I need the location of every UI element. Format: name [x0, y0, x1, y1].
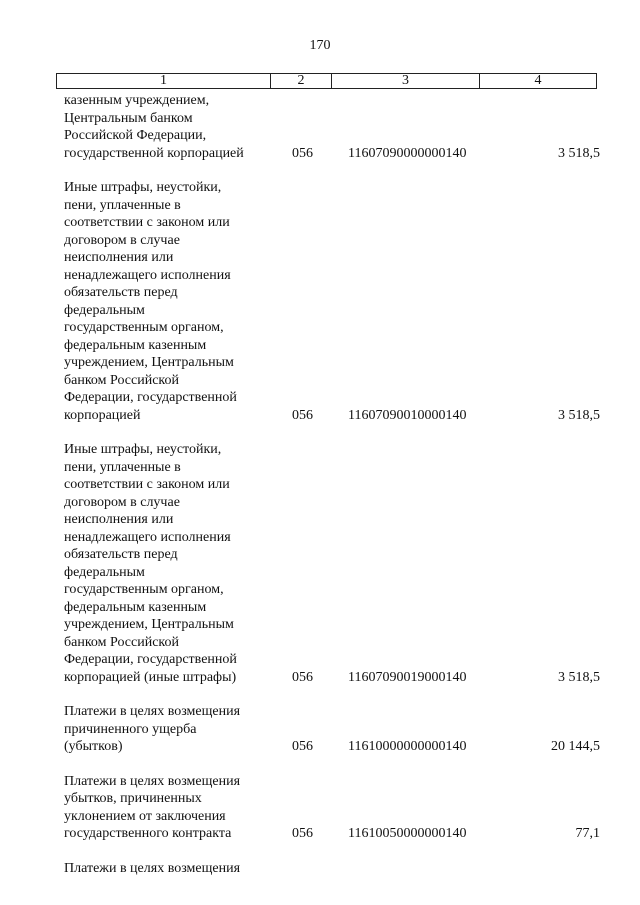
- row-admin-code: 056: [292, 145, 313, 161]
- table-row: [0, 92, 640, 162]
- row-description: казенным учреждением, Центральным банком Российской Федерации, государственной корпорацией: [64, 93, 244, 161]
- header-col-1: 1: [57, 74, 271, 88]
- table-row: [0, 773, 640, 843]
- table-row: [0, 860, 640, 878]
- row-admin-code: 056: [292, 826, 313, 841]
- row-description: Платежи в целях возмещения: [64, 860, 241, 876]
- table-row: [0, 703, 640, 756]
- row-budget-code: 11610000000000140: [348, 739, 467, 754]
- row-budget-code: 11607090010000140: [348, 407, 467, 423]
- row-description: Иные штрафы, неустойки, пени, уплаченные в соответствии с законом или договором в случае неисполнения или ненадлежащего исполнения обязательств перед федеральным государственным органом, федеральным казенным учреждением, Центральным банком Российской Федерации, государственной корпорацией: [64, 180, 237, 423]
- row-admin-code: 056: [292, 669, 313, 685]
- table-body: [0, 92, 640, 894]
- table-row: [0, 179, 640, 424]
- row-description: Иные штрафы, неустойки, пени, уплаченные в соответствии с законом или договором в случае неисполнения или ненадлежащего исполнения обязательств перед федеральным государственным органом, федеральным казенным учреждением, Центральным банком Российской Федерации, государственной корпорацией (иные штрафы): [64, 442, 237, 685]
- row-amount: 3 518,5: [558, 669, 600, 685]
- row-admin-code: 056: [292, 739, 313, 754]
- row-amount: 3 518,5: [558, 407, 600, 423]
- table-header: [56, 73, 597, 89]
- header-col-4: 4: [534, 73, 542, 88]
- row-budget-code: 11607090000000140: [348, 145, 467, 161]
- row-admin-code: 056: [292, 407, 313, 423]
- row-amount: 3 518,5: [558, 145, 600, 161]
- page-number: 170: [309, 38, 331, 53]
- row-description: Платежи в целях возмещения причиненного ущерба (убытков): [64, 704, 241, 754]
- header-col-3: 3: [332, 74, 480, 88]
- header-col-2: 2: [271, 74, 332, 88]
- row-budget-code: 11607090019000140: [348, 669, 467, 685]
- row-amount: 20 144,5: [551, 739, 600, 754]
- table-row: [0, 441, 640, 686]
- row-description: Платежи в целях возмещения убытков, причиненных уклонением от заключения государственного контракта: [64, 773, 241, 841]
- row-budget-code: 11610050000000140: [348, 826, 467, 841]
- row-amount: 77,1: [575, 826, 600, 841]
